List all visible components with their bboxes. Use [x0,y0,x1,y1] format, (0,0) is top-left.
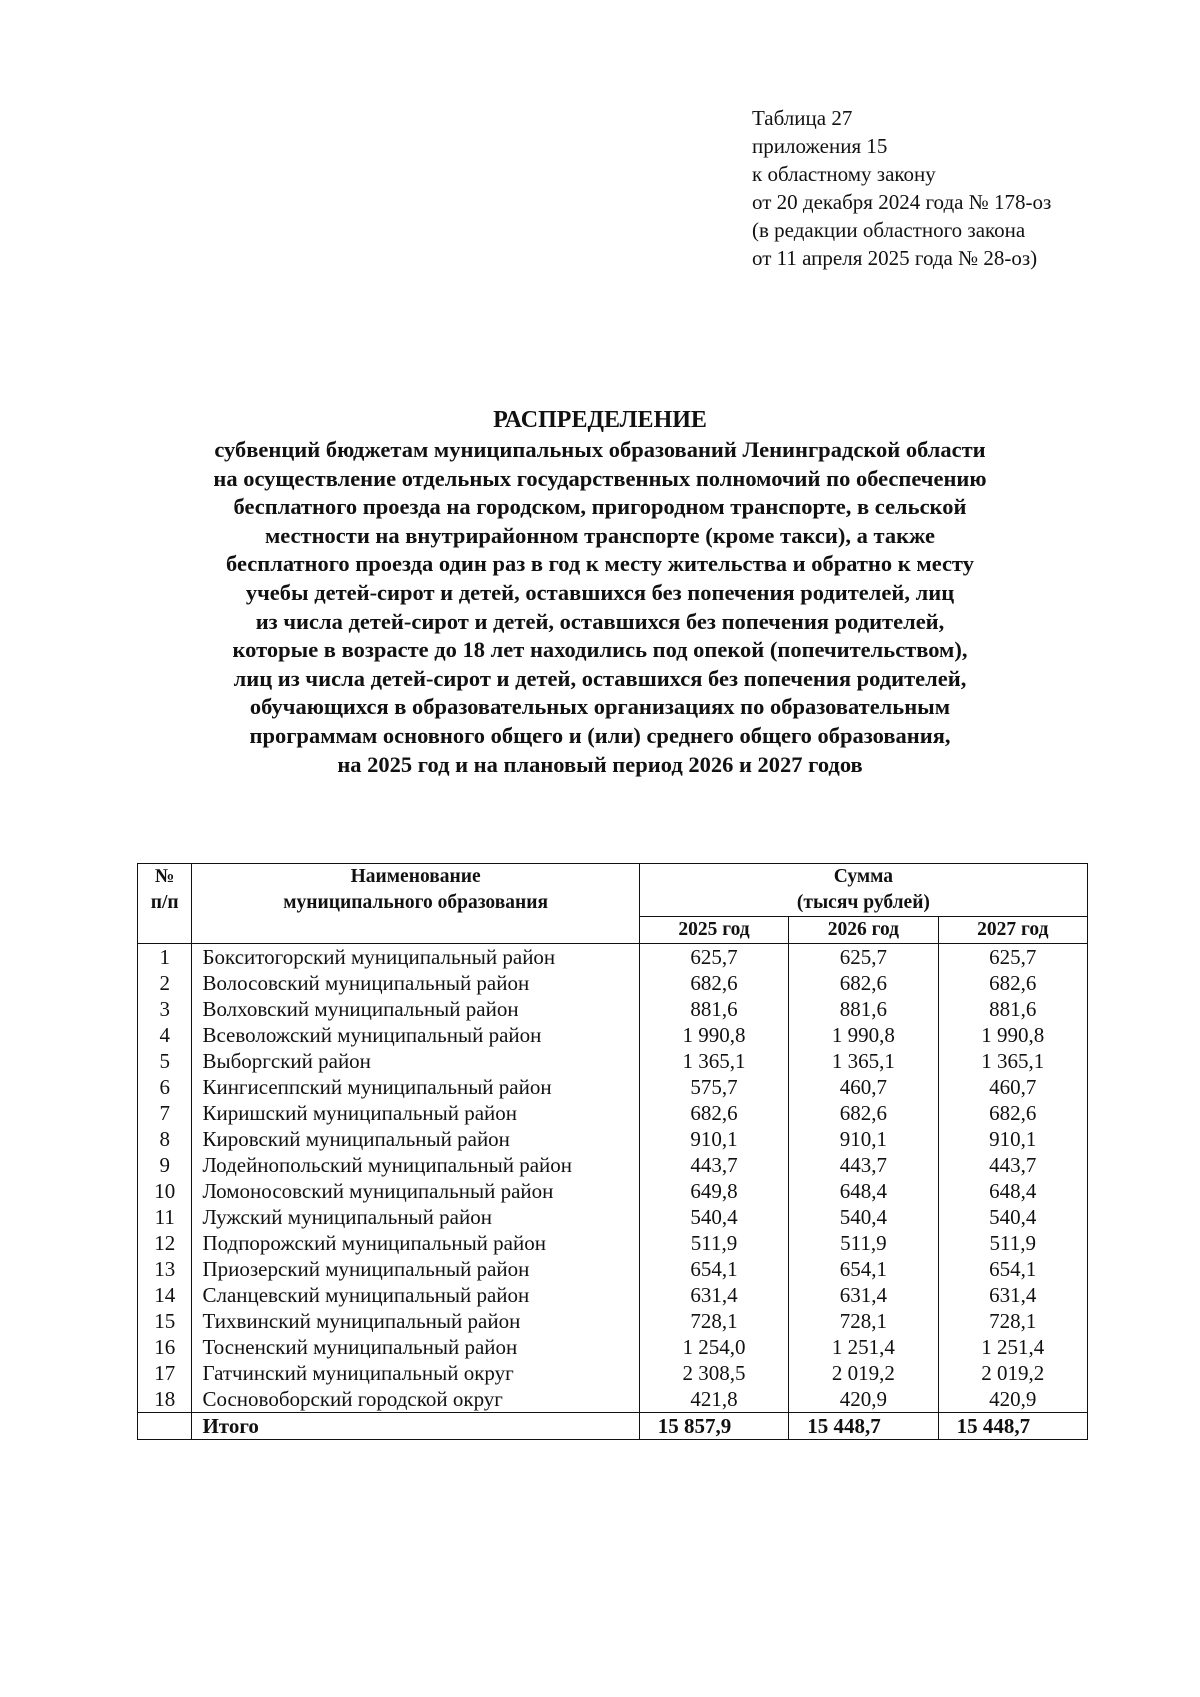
row-name: Выборгский район [192,1048,639,1074]
table-row [138,970,1088,996]
table-row [138,1100,1088,1126]
appendix-line: к областному закону [752,162,936,186]
row-value-2026: 420,9 [789,1386,938,1413]
row-value-2026: 728,1 [789,1308,938,1334]
row-name: Подпорожский муниципальный район [192,1230,639,1256]
row-number: 6 [138,1074,192,1100]
row-number: 17 [138,1360,192,1386]
row-value-2025: 575,7 [639,1074,788,1100]
appendix-reference [752,104,1051,272]
row-value-2026: 910,1 [789,1126,938,1152]
row-value-2027: 728,1 [938,1308,1087,1334]
document-title [100,405,1100,779]
total-label: Итого [192,1413,639,1440]
row-number: 5 [138,1048,192,1074]
header-sum-line1: Сумма [833,866,894,887]
row-value-2025: 1 365,1 [639,1048,788,1074]
total-value-2025: 15 857,9 [639,1413,788,1440]
row-value-2027: 631,4 [938,1282,1087,1308]
row-value-2025: 421,8 [639,1386,788,1413]
row-number: 7 [138,1100,192,1126]
table-row [138,1178,1088,1204]
row-value-2026: 881,6 [789,996,938,1022]
row-value-2027: 1 251,4 [938,1334,1087,1360]
row-value-2026: 682,6 [789,970,938,996]
row-name: Приозерский муниципальный район [192,1256,639,1282]
row-value-2026: 648,4 [789,1178,938,1204]
title-line: которые в возрасте до 18 лет находились под опекой (попечительством), [232,637,968,663]
title-line: лиц из числа детей-сирот и детей, оставшихся без попечения родителей, [233,665,967,691]
table-row [138,1230,1088,1256]
row-value-2025: 654,1 [639,1256,788,1282]
header-year: 2025 год [639,917,788,944]
table-row [138,1256,1088,1282]
row-value-2027: 625,7 [938,944,1087,971]
header-number-line1: № [154,866,175,887]
row-value-2026: 654,1 [789,1256,938,1282]
row-value-2026: 631,4 [789,1282,938,1308]
table-header-row [138,864,1088,917]
row-number: 4 [138,1022,192,1048]
row-value-2027: 654,1 [938,1256,1087,1282]
row-value-2027: 881,6 [938,996,1087,1022]
row-name: Киришский муниципальный район [192,1100,639,1126]
row-value-2026: 625,7 [789,944,938,971]
row-name: Тосненский муниципальный район [192,1334,639,1360]
row-value-2026: 2 019,2 [789,1360,938,1386]
table-row [138,1074,1088,1100]
title-line: местности на внутрирайонном транспорте (кроме такси), а также [264,522,936,548]
header-name-line1: Наименование [350,866,481,887]
row-number: 8 [138,1126,192,1152]
row-number: 15 [138,1308,192,1334]
row-value-2025: 728,1 [639,1308,788,1334]
row-value-2025: 540,4 [639,1204,788,1230]
row-value-2025: 625,7 [639,944,788,971]
row-number: 2 [138,970,192,996]
header-year: 2026 год [789,917,938,944]
row-value-2027: 1 990,8 [938,1022,1087,1048]
row-value-2025: 631,4 [639,1282,788,1308]
row-value-2026: 1 990,8 [789,1022,938,1048]
total-number-cell [138,1413,192,1440]
row-value-2025: 649,8 [639,1178,788,1204]
row-name: Бокситогорский муниципальный район [192,944,639,971]
total-value-2027: 15 448,7 [938,1413,1087,1440]
row-value-2027: 540,4 [938,1204,1087,1230]
appendix-line: от 20 декабря 2024 года № 178-оз [752,190,1052,214]
title-line: бесплатного проезда один раз в год к месту жительства и обратно к месту [226,551,974,577]
row-value-2025: 1 254,0 [639,1334,788,1360]
row-value-2027: 682,6 [938,1100,1087,1126]
title-line: субвенций бюджетам муниципальных образований Ленинградской области [214,437,986,462]
row-value-2027: 511,9 [938,1230,1087,1256]
row-name: Лужский муниципальный район [192,1204,639,1230]
row-number: 10 [138,1178,192,1204]
table-row [138,1152,1088,1178]
distribution-table [137,863,1088,1440]
header-number-line2: п/п [150,892,179,913]
table-row [138,1282,1088,1308]
appendix-line: от 11 апреля 2025 года № 28-оз) [752,246,1038,270]
row-name: Лодейнопольский муниципальный район [192,1152,639,1178]
header-number [138,864,192,944]
row-name: Гатчинский муниципальный округ [192,1360,639,1386]
row-value-2027: 682,6 [938,970,1087,996]
table-body [138,944,1088,1413]
row-value-2025: 881,6 [639,996,788,1022]
table-row [138,1126,1088,1152]
total-row [138,1413,1088,1440]
title-heading: РАСПРЕДЕЛЕНИЕ [493,407,707,433]
header-name-line2: муниципального образования [283,892,548,913]
title-line: бесплатного проезда на городском, пригородном транспорте, в сельской [233,494,967,520]
table-row [138,1022,1088,1048]
row-value-2026: 460,7 [789,1074,938,1100]
row-number: 12 [138,1230,192,1256]
row-value-2025: 682,6 [639,970,788,996]
appendix-line: Таблица 27 [752,106,853,130]
row-value-2027: 1 365,1 [938,1048,1087,1074]
row-value-2025: 1 990,8 [639,1022,788,1048]
appendix-line: (в редакции областного закона [752,218,1026,242]
row-value-2027: 2 019,2 [938,1360,1087,1386]
row-name: Тихвинский муниципальный район [192,1308,639,1334]
row-name: Кингисеппский муниципальный район [192,1074,639,1100]
row-value-2025: 682,6 [639,1100,788,1126]
table-row [138,1048,1088,1074]
row-number: 11 [138,1204,192,1230]
row-value-2026: 1 251,4 [789,1334,938,1360]
row-value-2026: 443,7 [789,1152,938,1178]
title-line: на 2025 год и на плановый период 2026 и 2027 годов [337,751,863,777]
row-number: 14 [138,1282,192,1308]
header-sum-line2: (тысяч рублей) [796,892,930,913]
title-line: на осуществление отдельных государственных полномочий по обеспечению [213,465,987,491]
header-year: 2027 год [938,917,1087,944]
title-line: из числа детей-сирот и детей, оставшихся без попечения родителей, [255,608,945,634]
table-row [138,944,1088,971]
table-row [138,996,1088,1022]
row-number: 3 [138,996,192,1022]
row-value-2027: 420,9 [938,1386,1087,1413]
table-row [138,1204,1088,1230]
appendix-line: приложения 15 [752,134,888,158]
row-value-2025: 2 308,5 [639,1360,788,1386]
row-name: Волосовский муниципальный район [192,970,639,996]
table-row [138,1386,1088,1413]
row-name: Волховский муниципальный район [192,996,639,1022]
header-name [192,864,639,944]
row-name: Кировский муниципальный район [192,1126,639,1152]
row-name: Всеволожский муниципальный район [192,1022,639,1048]
row-value-2025: 910,1 [639,1126,788,1152]
table-row [138,1308,1088,1334]
row-name: Сосновоборский городской округ [192,1386,639,1413]
row-number: 16 [138,1334,192,1360]
total-value-2026: 15 448,7 [789,1413,938,1440]
row-number: 9 [138,1152,192,1178]
row-value-2027: 460,7 [938,1074,1087,1100]
table-row [138,1334,1088,1360]
row-number: 13 [138,1256,192,1282]
row-number: 1 [138,944,192,971]
title-line: программам основного общего и (или) среднего общего образования, [249,722,951,748]
row-value-2026: 1 365,1 [789,1048,938,1074]
header-sum [639,864,1087,917]
row-value-2025: 511,9 [639,1230,788,1256]
row-name: Ломоносовский муниципальный район [192,1178,639,1204]
row-name: Сланцевский муниципальный район [192,1282,639,1308]
row-value-2027: 648,4 [938,1178,1087,1204]
row-value-2027: 910,1 [938,1126,1087,1152]
title-line: обучающихся в образовательных организациях по образовательным [249,694,951,720]
row-value-2026: 682,6 [789,1100,938,1126]
row-value-2026: 511,9 [789,1230,938,1256]
row-number: 18 [138,1386,192,1413]
row-value-2026: 540,4 [789,1204,938,1230]
table-row [138,1360,1088,1386]
row-value-2025: 443,7 [639,1152,788,1178]
row-value-2027: 443,7 [938,1152,1087,1178]
title-line: учебы детей-сирот и детей, оставшихся без попечения родителей, лиц [245,579,955,605]
